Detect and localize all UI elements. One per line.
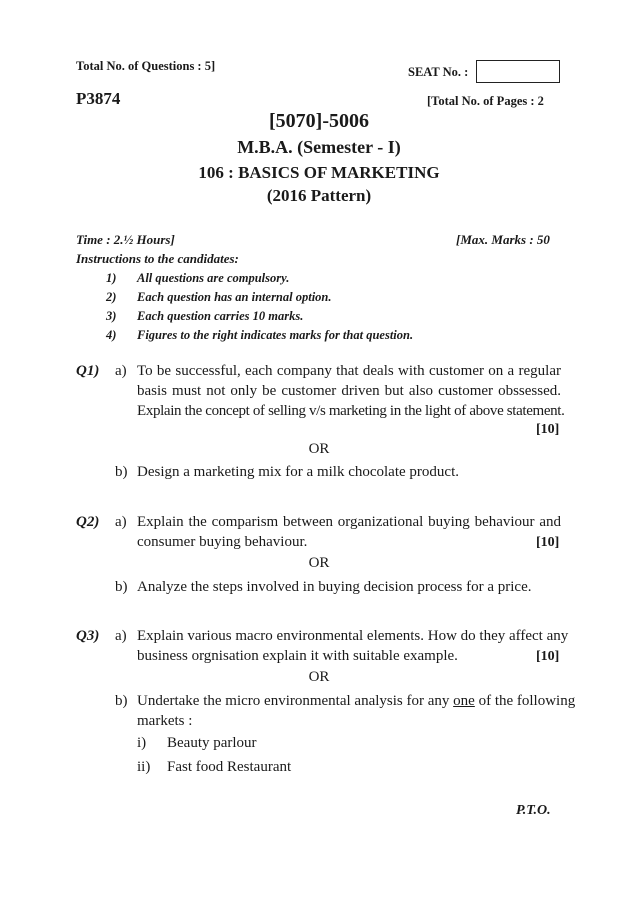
max-marks: [Max. Marks : 50 [456, 232, 550, 247]
or-separator: OR [308, 555, 330, 571]
sub-item-text: Fast food Restaurant [167, 759, 292, 775]
question-2a-line: Explain the comparism between organizational buying behaviour and [137, 514, 561, 530]
question-3b-line [137, 693, 576, 710]
question-1a-marks: [10] [536, 422, 560, 437]
question-3a-label: a) [115, 628, 127, 644]
instructions-title: Instructions to the candidates: [76, 251, 239, 266]
exam-code: [5070]-5006 [269, 110, 369, 132]
sub-item-number: ii) [137, 759, 151, 775]
pto-label: P.T.O. [516, 803, 551, 818]
question-1a-line: To be successful, each company that deals with customer on a regular [137, 363, 561, 379]
question-1a-line: Explain the concept of selling v/s marketing in the light of above statement. [137, 403, 565, 419]
subject-title: 106 : BASICS OF MARKETING [198, 163, 440, 182]
instruction-text: All questions are compulsory. [137, 271, 290, 285]
seat-number-label: SEAT No. : [408, 65, 469, 79]
question-3a-marks: [10] [536, 649, 560, 664]
question-3b-text-post: of the following [474, 693, 576, 709]
instruction-number: 1) [106, 271, 117, 285]
question-1a-label: a) [115, 363, 127, 379]
question-3-label: Q3) [76, 628, 100, 644]
paper-code: P3874 [76, 89, 121, 108]
or-separator: OR [308, 441, 330, 457]
total-questions: Total No. of Questions : 5] [76, 59, 216, 73]
instruction-text: Each question has an internal option. [137, 290, 332, 304]
question-1b-text: Design a marketing mix for a milk chocolate product. [137, 464, 459, 480]
question-3a-line: business orgnisation explain it with suitable example. [137, 648, 458, 664]
question-3a-line: Explain various macro environmental elements. How do they affect any [137, 628, 569, 644]
question-3b-text-pre: Undertake the micro environmental analysis for any [137, 693, 454, 709]
seat-number-box[interactable] [476, 60, 560, 83]
sub-item-number: i) [137, 735, 147, 751]
instruction-number: 2) [106, 290, 117, 304]
question-1b-label: b) [115, 464, 128, 480]
sub-item-text: Beauty parlour [167, 735, 257, 751]
question-1a-line: basis must not only be customer driven but also customer obssessed. [137, 383, 561, 399]
question-3b-text-underlined: one [453, 693, 475, 709]
instruction-text: Each question carries 10 marks. [137, 309, 304, 323]
exam-time: Time : 2.½ Hours] [76, 232, 175, 247]
instruction-number: 3) [106, 309, 117, 323]
question-1-label: Q1) [76, 363, 100, 379]
question-2a-marks: [10] [536, 535, 560, 550]
question-3b-label: b) [115, 693, 128, 709]
pattern-label: (2016 Pattern) [266, 186, 372, 205]
instruction-text: Figures to the right indicates marks for that question. [137, 328, 414, 342]
course-title: M.B.A. (Semester - I) [237, 137, 401, 157]
question-2b-label: b) [115, 579, 128, 595]
question-3b-line: markets : [137, 713, 193, 729]
total-pages: [Total No. of Pages : 2 [427, 94, 544, 108]
instruction-number: 4) [106, 328, 117, 342]
question-2-label: Q2) [76, 514, 100, 530]
question-2a-line: consumer buying behaviour. [137, 534, 308, 550]
question-2a-label: a) [115, 514, 127, 530]
question-2b-text: Analyze the steps involved in buying decision process for a price. [137, 579, 532, 595]
or-separator: OR [308, 669, 330, 685]
